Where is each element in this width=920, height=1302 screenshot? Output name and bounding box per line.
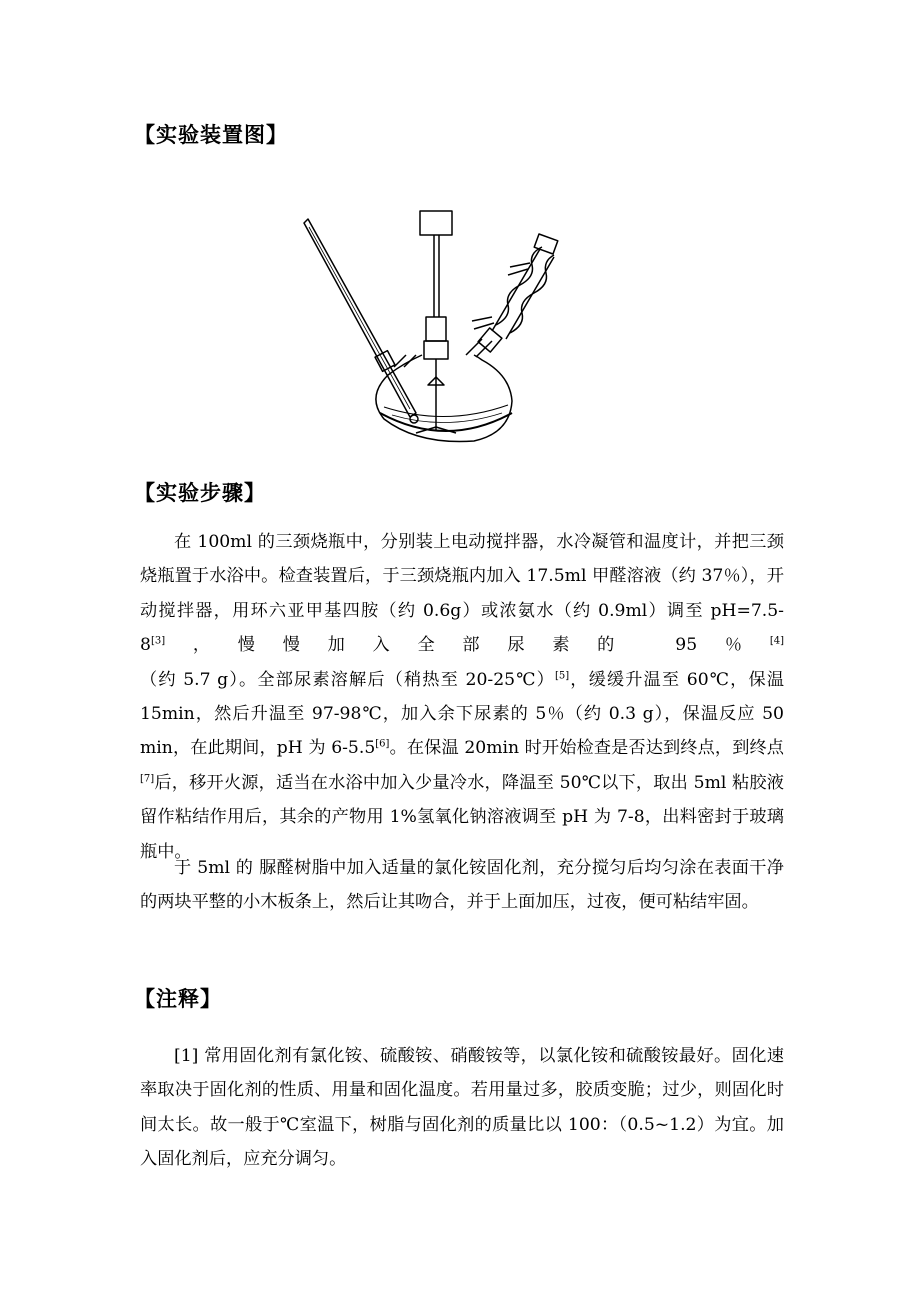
steps-text: ，缓缓升温至 60℃，保温 15min，然后升温至 97-98℃，加入余下尿素的 5％（约 0.3 g），保温反应 50 min，在此期间，pH 为 6-5.5 (140, 669, 785, 759)
three-neck-flask-apparatus-icon (296, 205, 596, 450)
section-heading-notes: 【注释】 (134, 987, 222, 1011)
reference-marker: [3] (150, 635, 166, 647)
steps-text: （约 5.7 g）。全部尿素溶解后（稍热至 20-25℃） (140, 669, 555, 690)
section-heading-apparatus: 【实验装置图】 (134, 123, 288, 147)
steps-text: ，慢慢加入全部尿素的 95％ (165, 635, 770, 656)
steps-paragraph-2: 于 5ml 的 脲醛树脂中加入适量的氯化铵固化剂，充分搅匀后均匀涂在表面干净的两块平整的小木板条上，然后让其吻合，并于上面加压，过夜，便可粘结牢固。 (140, 858, 784, 913)
apparatus-figure (296, 205, 596, 454)
reference-marker: [5] (554, 669, 570, 681)
section-heading-steps: 【实验步骤】 (134, 481, 266, 505)
note-paragraph-1: [1] 常用固化剂有氯化铵、硫酸铵、硝酸铵等，以氯化铵和硫酸铵最好。固化速率取决于固化剂的性质、用量和固化温度。若用量过多，胶质变脆；过少，则固化时间太长。故一般于℃室温下，树脂与固化剂的质量比以 100：（0.5~1.2）为宜。加入固化剂后，应充分调匀。 (140, 1046, 784, 1170)
reference-marker: [6] (375, 738, 390, 750)
steps-text: 在 100ml 的三颈烧瓶中，分别装上电动搅拌器，水冷凝管和温度计，并把三颈烧瓶置于水浴中。检查装置后，于三颈烧瓶内加入 17.5ml 甲醛溶液（约 37％），开动搅拌器，用环六亚甲基四胺（约 0.6g）或浓氨水（约 0.9ml）调至 pH=7.5-8 (140, 532, 784, 656)
reference-marker: [7] (140, 773, 155, 785)
steps-text: 。在保温 20min 时开始检查是否达到终点，到终点 (389, 738, 784, 759)
steps-text: 后，移开火源，适当在水浴中加入少量冷水，降温至 50℃以下，取出 5ml 粘胶液留作粘结作用后，其余的产物用 1%氢氧化钠溶液调至 pH 为 7-8，出料密封于玻璃瓶中。 (140, 772, 784, 862)
steps-paragraph-1 (140, 525, 784, 869)
reference-marker: [4] (769, 635, 784, 647)
